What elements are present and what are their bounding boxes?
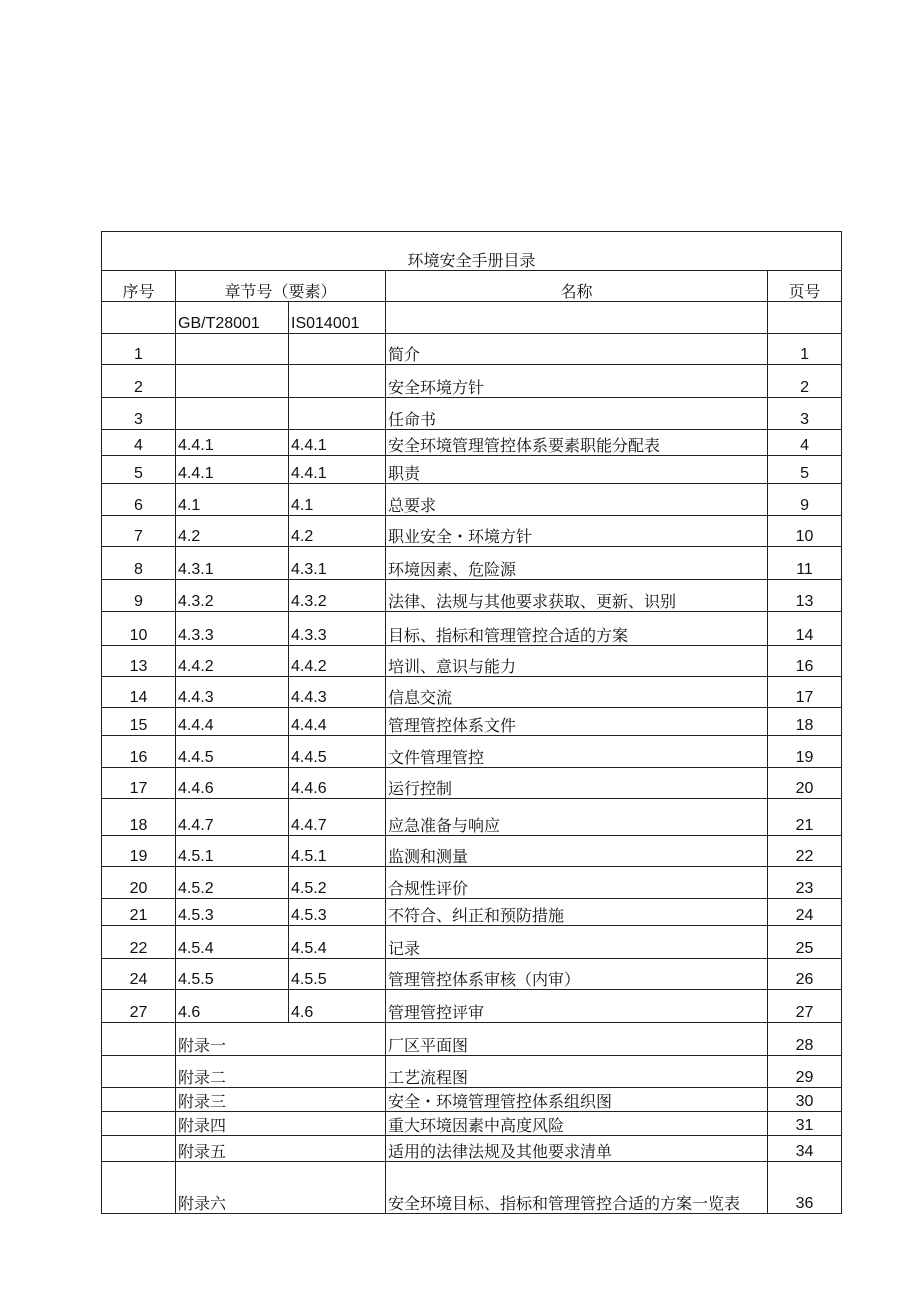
row-page: 22 bbox=[768, 836, 842, 867]
appendix-index-cell bbox=[102, 1136, 176, 1162]
row-gb-section: 4.4.1 bbox=[176, 430, 289, 456]
row-page: 26 bbox=[768, 959, 842, 990]
row-index: 8 bbox=[102, 547, 176, 580]
row-page: 14 bbox=[768, 612, 842, 646]
header-row bbox=[102, 271, 842, 302]
appendix-name: 工艺流程图 bbox=[386, 1056, 768, 1088]
appendix-row bbox=[102, 1136, 842, 1162]
row-index: 24 bbox=[102, 959, 176, 990]
row-index: 4 bbox=[102, 430, 176, 456]
row-index: 6 bbox=[102, 484, 176, 516]
appendix-index-cell bbox=[102, 1112, 176, 1136]
row-page: 16 bbox=[768, 646, 842, 677]
appendix-label: 附录四 bbox=[176, 1112, 386, 1136]
row-gb-section: 4.5.1 bbox=[176, 836, 289, 867]
row-iso-section: 4.3.2 bbox=[289, 580, 386, 612]
appendix-page: 29 bbox=[768, 1056, 842, 1088]
appendix-label: 附录五 bbox=[176, 1136, 386, 1162]
row-index: 5 bbox=[102, 456, 176, 484]
toc-row bbox=[102, 926, 842, 959]
standards-name-cell bbox=[386, 302, 768, 334]
toc-row bbox=[102, 334, 842, 365]
row-page: 11 bbox=[768, 547, 842, 580]
row-iso-section: 4.4.2 bbox=[289, 646, 386, 677]
toc-row bbox=[102, 516, 842, 547]
row-page: 5 bbox=[768, 456, 842, 484]
toc-title: 环境安全手册目录 bbox=[102, 232, 842, 271]
row-name: 应急准备与响应 bbox=[386, 799, 768, 836]
row-index: 21 bbox=[102, 899, 176, 926]
row-iso-section: 4.4.3 bbox=[289, 677, 386, 708]
toc-row bbox=[102, 547, 842, 580]
row-name: 安全环境方针 bbox=[386, 365, 768, 398]
standards-page-cell bbox=[768, 302, 842, 334]
row-iso-section: 4.6 bbox=[289, 990, 386, 1023]
row-iso-section: 4.4.6 bbox=[289, 768, 386, 799]
toc-row bbox=[102, 677, 842, 708]
header-index: 序号 bbox=[102, 271, 176, 302]
appendix-page: 31 bbox=[768, 1112, 842, 1136]
row-index: 17 bbox=[102, 768, 176, 799]
toc-row bbox=[102, 646, 842, 677]
row-iso-section: 4.5.5 bbox=[289, 959, 386, 990]
row-gb-section: 4.5.5 bbox=[176, 959, 289, 990]
standards-index-cell bbox=[102, 302, 176, 334]
row-page: 13 bbox=[768, 580, 842, 612]
row-page: 9 bbox=[768, 484, 842, 516]
row-name: 简介 bbox=[386, 334, 768, 365]
row-page: 19 bbox=[768, 736, 842, 768]
appendix-page: 28 bbox=[768, 1023, 842, 1056]
appendix-row bbox=[102, 1112, 842, 1136]
appendix-row bbox=[102, 1088, 842, 1112]
standards-row bbox=[102, 302, 842, 334]
row-gb-section: 4.4.1 bbox=[176, 456, 289, 484]
row-iso-section bbox=[289, 398, 386, 430]
row-iso-section: 4.4.5 bbox=[289, 736, 386, 768]
row-name: 职业安全・环境方针 bbox=[386, 516, 768, 547]
appendix-row bbox=[102, 1056, 842, 1088]
row-gb-section: 4.4.5 bbox=[176, 736, 289, 768]
toc-body bbox=[102, 232, 842, 1214]
row-iso-section: 4.5.3 bbox=[289, 899, 386, 926]
row-gb-section bbox=[176, 398, 289, 430]
appendix-index-cell bbox=[102, 1056, 176, 1088]
row-name: 文件管理管控 bbox=[386, 736, 768, 768]
row-name: 安全环境管理管控体系要素职能分配表 bbox=[386, 430, 768, 456]
row-index: 14 bbox=[102, 677, 176, 708]
row-iso-section: 4.3.1 bbox=[289, 547, 386, 580]
row-name: 法律、法规与其他要求获取、更新、识别 bbox=[386, 580, 768, 612]
row-page: 10 bbox=[768, 516, 842, 547]
row-index: 9 bbox=[102, 580, 176, 612]
row-name: 培训、意识与能力 bbox=[386, 646, 768, 677]
row-name: 管理管控体系文件 bbox=[386, 708, 768, 736]
row-page: 27 bbox=[768, 990, 842, 1023]
row-gb-section: 4.5.2 bbox=[176, 867, 289, 899]
row-gb-section bbox=[176, 334, 289, 365]
row-name: 管理管控评审 bbox=[386, 990, 768, 1023]
toc-row bbox=[102, 867, 842, 899]
row-gb-section bbox=[176, 365, 289, 398]
row-iso-section: 4.1 bbox=[289, 484, 386, 516]
row-index: 1 bbox=[102, 334, 176, 365]
row-iso-section: 4.5.1 bbox=[289, 836, 386, 867]
toc-row bbox=[102, 768, 842, 799]
row-page: 17 bbox=[768, 677, 842, 708]
row-page: 2 bbox=[768, 365, 842, 398]
header-section: 章节号（要素） bbox=[176, 271, 386, 302]
row-name: 目标、指标和管理管控合适的方案 bbox=[386, 612, 768, 646]
row-gb-section: 4.4.4 bbox=[176, 708, 289, 736]
appendix-row bbox=[102, 1162, 842, 1214]
row-page: 20 bbox=[768, 768, 842, 799]
header-name: 名称 bbox=[386, 271, 768, 302]
row-gb-section: 4.5.4 bbox=[176, 926, 289, 959]
toc-table bbox=[101, 231, 842, 1214]
row-index: 15 bbox=[102, 708, 176, 736]
row-name: 信息交流 bbox=[386, 677, 768, 708]
appendix-label: 附录三 bbox=[176, 1088, 386, 1112]
row-gb-section: 4.4.2 bbox=[176, 646, 289, 677]
toc-row bbox=[102, 580, 842, 612]
row-iso-section: 4.5.2 bbox=[289, 867, 386, 899]
appendix-index-cell bbox=[102, 1023, 176, 1056]
row-name: 监测和测量 bbox=[386, 836, 768, 867]
row-name: 不符合、纠正和预防措施 bbox=[386, 899, 768, 926]
appendix-page: 30 bbox=[768, 1088, 842, 1112]
row-page: 21 bbox=[768, 799, 842, 836]
toc-row bbox=[102, 708, 842, 736]
row-page: 1 bbox=[768, 334, 842, 365]
row-gb-section: 4.4.6 bbox=[176, 768, 289, 799]
standard-iso: IS014001 bbox=[289, 302, 386, 334]
row-page: 3 bbox=[768, 398, 842, 430]
toc-row bbox=[102, 612, 842, 646]
row-index: 13 bbox=[102, 646, 176, 677]
row-index: 19 bbox=[102, 836, 176, 867]
row-page: 24 bbox=[768, 899, 842, 926]
row-gb-section: 4.3.2 bbox=[176, 580, 289, 612]
row-name: 管理管控体系审核（内审） bbox=[386, 959, 768, 990]
row-page: 18 bbox=[768, 708, 842, 736]
standard-gb: GB/T28001 bbox=[176, 302, 289, 334]
row-index: 16 bbox=[102, 736, 176, 768]
row-iso-section: 4.4.4 bbox=[289, 708, 386, 736]
row-iso-section: 4.5.4 bbox=[289, 926, 386, 959]
toc-row bbox=[102, 430, 842, 456]
row-page: 4 bbox=[768, 430, 842, 456]
row-gb-section: 4.4.7 bbox=[176, 799, 289, 836]
row-iso-section: 4.4.1 bbox=[289, 430, 386, 456]
row-iso-section: 4.4.7 bbox=[289, 799, 386, 836]
toc-row bbox=[102, 736, 842, 768]
row-gb-section: 4.6 bbox=[176, 990, 289, 1023]
row-iso-section: 4.4.1 bbox=[289, 456, 386, 484]
row-gb-section: 4.3.1 bbox=[176, 547, 289, 580]
row-name: 职责 bbox=[386, 456, 768, 484]
row-index: 22 bbox=[102, 926, 176, 959]
row-index: 10 bbox=[102, 612, 176, 646]
appendix-name: 安全・环境管理管控体系组织图 bbox=[386, 1088, 768, 1112]
appendix-name: 安全环境目标、指标和管理管控合适的方案一览表 bbox=[386, 1162, 768, 1214]
toc-row bbox=[102, 899, 842, 926]
appendix-page: 34 bbox=[768, 1136, 842, 1162]
row-iso-section bbox=[289, 365, 386, 398]
appendix-label: 附录一 bbox=[176, 1023, 386, 1056]
row-gb-section: 4.3.3 bbox=[176, 612, 289, 646]
row-name: 总要求 bbox=[386, 484, 768, 516]
row-gb-section: 4.2 bbox=[176, 516, 289, 547]
row-index: 18 bbox=[102, 799, 176, 836]
appendix-row bbox=[102, 1023, 842, 1056]
appendix-name: 适用的法律法规及其他要求清单 bbox=[386, 1136, 768, 1162]
toc-row bbox=[102, 365, 842, 398]
row-gb-section: 4.4.3 bbox=[176, 677, 289, 708]
appendix-label: 附录六 bbox=[176, 1162, 386, 1214]
row-iso-section: 4.3.3 bbox=[289, 612, 386, 646]
row-index: 7 bbox=[102, 516, 176, 547]
toc-row bbox=[102, 484, 842, 516]
row-name: 合规性评价 bbox=[386, 867, 768, 899]
row-index: 27 bbox=[102, 990, 176, 1023]
row-gb-section: 4.1 bbox=[176, 484, 289, 516]
header-page: 页号 bbox=[768, 271, 842, 302]
row-index: 3 bbox=[102, 398, 176, 430]
toc-row bbox=[102, 799, 842, 836]
row-gb-section: 4.5.3 bbox=[176, 899, 289, 926]
row-name: 记录 bbox=[386, 926, 768, 959]
toc-row bbox=[102, 398, 842, 430]
row-name: 环境因素、危险源 bbox=[386, 547, 768, 580]
row-index: 2 bbox=[102, 365, 176, 398]
toc-row bbox=[102, 959, 842, 990]
row-name: 任命书 bbox=[386, 398, 768, 430]
row-page: 23 bbox=[768, 867, 842, 899]
row-index: 20 bbox=[102, 867, 176, 899]
row-name: 运行控制 bbox=[386, 768, 768, 799]
appendix-index-cell bbox=[102, 1162, 176, 1214]
appendix-page: 36 bbox=[768, 1162, 842, 1214]
title-row bbox=[102, 232, 842, 271]
toc-row bbox=[102, 990, 842, 1023]
toc-row bbox=[102, 836, 842, 867]
toc-row bbox=[102, 456, 842, 484]
row-iso-section: 4.2 bbox=[289, 516, 386, 547]
appendix-name: 重大环境因素中高度风险 bbox=[386, 1112, 768, 1136]
appendix-name: 厂区平面图 bbox=[386, 1023, 768, 1056]
row-iso-section bbox=[289, 334, 386, 365]
appendix-index-cell bbox=[102, 1088, 176, 1112]
row-page: 25 bbox=[768, 926, 842, 959]
appendix-label: 附录二 bbox=[176, 1056, 386, 1088]
